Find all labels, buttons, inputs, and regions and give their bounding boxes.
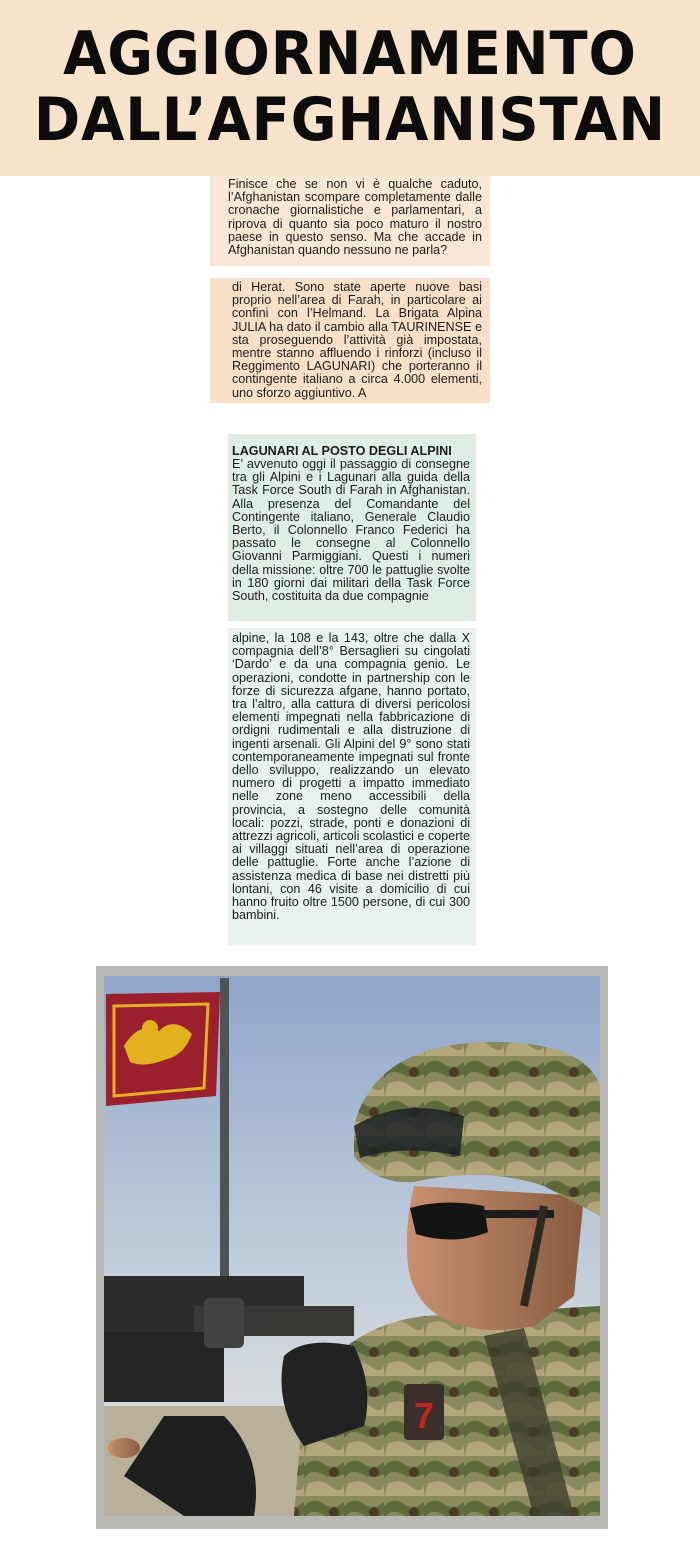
- flag-pole: [220, 978, 229, 1318]
- lagunari-text-part2: alpine, la 108 e la 143, oltre che dalla X compagnia dell’8° Bersaglieri su cingolati ‘Dardo’ e da una compagnia genio. Le operazioni, condotte in partnership con le forze di sicurezza afgane, hanno portato, tra l’altro, alla cattura di diversi pericolosi elementi impegnati nella fabbricazione di ordigni rudimentali e alla distruzione di ingenti arsenali. Gli Alpini del 9° sono stati contemporaneamente impegnati sul fronte dello sviluppo, realizzando un elevato numero di progetti a impatto immediato nelle zone meno accessibili della provincia, a sostegno delle comunità locali: pozzi, strade, ponti e donazioni di attrezzi agricoli, articoli scolastici e coperte ai villaggi situati nell’area di operazione delle pattuglie. Forte anche l’azione di assistenza medica di base nei distretti più lontani, con 46 visite a domicilio di cui hanno fruito oltre 1500 persone, di cui 300 bambini.: [232, 631, 470, 923]
- title-banner: [0, 0, 700, 176]
- page-title-line1: AGGIORNAMENTO: [63, 19, 637, 89]
- venetian-flag: [106, 992, 220, 1106]
- soldier-photo: [104, 976, 600, 1516]
- lagunari-text-part1: E’ avvenuto oggi il passaggio di consegne tra gli Alpini e i Lagunari alla guida della Task Force South di Farah in Afghanistan. Alla presenza del Comandante del Contingente italiano, Generale Claudio Berto, il Colonnello Franco Federici ha passato le consegne al Colonnello Giovanni Parmiggiani. Questi i numeri della missione: oltre 700 le pattuglie svolte in 180 giorni dai militari della Task Force South, costituita da due compagnie: [232, 457, 470, 604]
- lagunari-clipping-part2: [228, 628, 476, 945]
- herat-text: di Herat. Sono state aperte nuove basi proprio nell’area di Farah, in particolare ai confini con l’Helmand. La Brigata Alpina JULIA ha dato il cambio alla TAURINENSE e sta proseguendo l’attività già impostata, mentre stanno affluendo i rinforzi (incluso il Reggimento LAGUNARI) che porteranno il contingente italiano a circa 4.000 elementi, uno sforzo aggiuntivo. A: [232, 280, 482, 400]
- page-title-line2: DALL’AFGHANISTAN: [33, 85, 667, 155]
- patch-number: 7: [413, 1395, 435, 1436]
- sunglasses: [410, 1202, 488, 1239]
- intro-text: Finisce che se non vi è qualche caduto, l’Afghanistan scompare completamente dalle cronache giornalistiche e parlamentari, a riprova di quanto sia poco maturo il nostro paese in questo senso. Ma che accade in Afghanistan quando nessuno ne parla?: [228, 177, 482, 258]
- intro-clipping: [210, 176, 490, 266]
- herat-clipping: [210, 278, 490, 403]
- lagunari-clipping-part1: [228, 434, 476, 621]
- lagunari-heading: LAGUNARI AL POSTO DEGLI ALPINI: [232, 444, 452, 458]
